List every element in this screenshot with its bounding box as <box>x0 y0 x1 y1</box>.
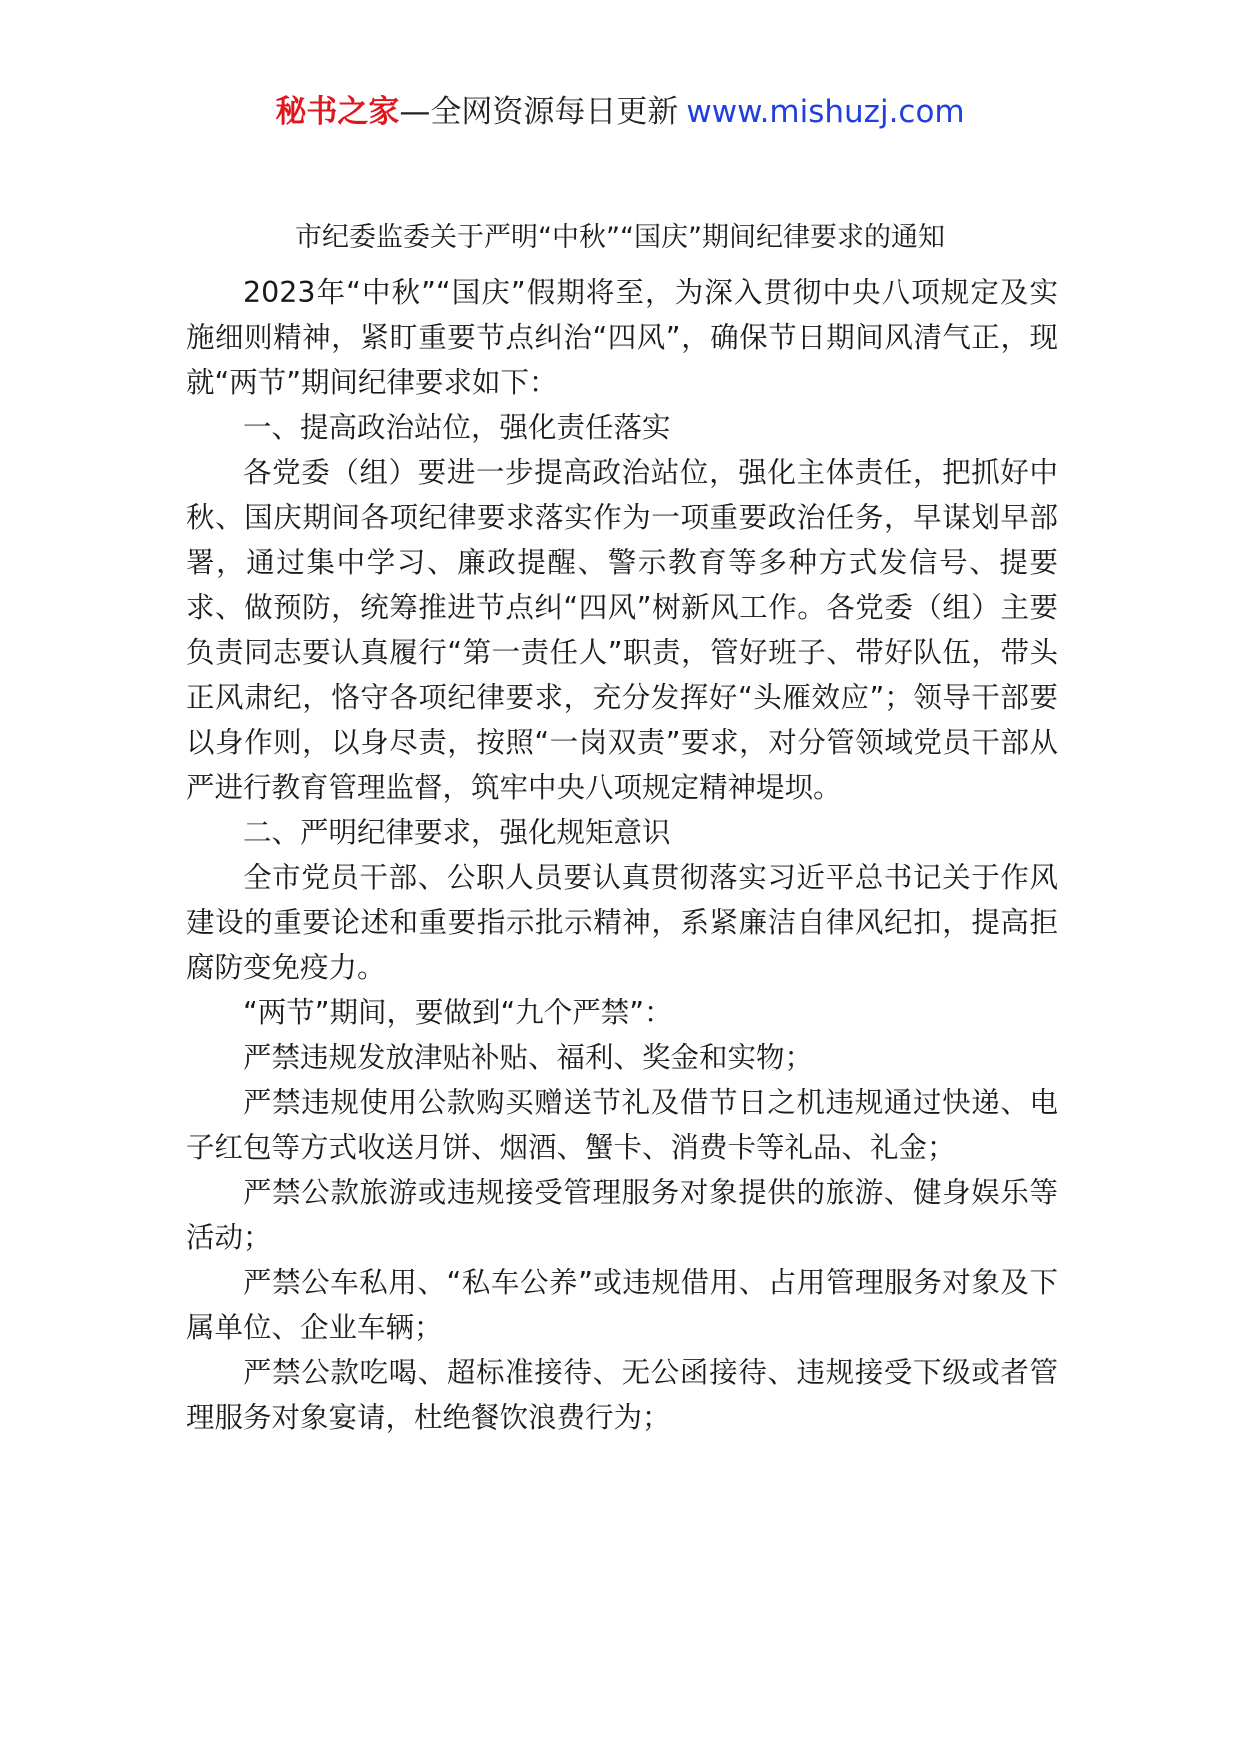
site-banner <box>0 92 1240 132</box>
site-url-link[interactable]: www.mishuzj.com <box>686 94 965 130</box>
section-heading-1: 一、提高政治站位，强化责任落实 <box>243 411 671 444</box>
prohibition-item: 严禁公款旅游或违规接受管理服务对象提供的旅游、健身娱乐等活动； <box>186 1176 1058 1254</box>
site-slogan: —全网资源每日更新 <box>399 94 679 130</box>
prohibition-item: 严禁违规使用公款购买赠送节礼及借节日之机违规通过快递、电子红包等方式收送月饼、烟酒、蟹卡、消费卡等礼品、礼金； <box>186 1086 1058 1164</box>
paragraph-nine-prohibitions-intro: “两节”期间，要做到“九个严禁”： <box>243 996 673 1029</box>
paragraph-intro: 2023年“中秋”“国庆”假期将至，为深入贯彻中央八项规定及实施细则精神，紧盯重要节点纠治“四风”，确保节日期间风清气正，现就“两节”期间纪律要求如下： <box>186 276 1058 399</box>
prohibition-item: 严禁公车私用、“私车公养”或违规借用、占用管理服务对象及下属单位、企业车辆； <box>186 1266 1058 1344</box>
prohibition-item: 严禁违规发放津贴补贴、福利、奖金和实物； <box>243 1041 814 1074</box>
section-heading-2: 二、严明纪律要求，强化规矩意识 <box>243 816 671 849</box>
site-brand-name: 秘书之家 <box>275 94 400 130</box>
document-body <box>186 270 1058 1440</box>
paragraph-section-1: 各党委（组）要进一步提高政治站位，强化主体责任，把抓好中秋、国庆期间各项纪律要求落实作为一项重要政治任务，早谋划早部署，通过集中学习、廉政提醒、警示教育等多种方式发信号、提要求、做预防，统筹推进节点纠“四风”树新风工作。各党委（组）主要负责同志要认真履行“第一责任人”职责，管好班子、带好队伍，带头正风肃纪，恪守各项纪律要求，充分发挥好“头雁效应”；领导干部要以身作则，以身尽责，按照“一岗双责”要求，对分管领域党员干部从严进行教育管理监督，筑牢中央八项规定精神堤坝。 <box>186 456 1058 804</box>
prohibition-item: 严禁公款吃喝、超标准接待、无公函接待、违规接受下级或者管理服务对象宴请，杜绝餐饮浪费行为； <box>186 1356 1058 1434</box>
paragraph-section-2: 全市党员干部、公职人员要认真贯彻落实习近平总书记关于作风建设的重要论述和重要指示批示精神，系紧廉洁自律风纪扣，提高拒腐防变免疫力。 <box>186 861 1058 984</box>
document-title: 市纪委监委关于严明“中秋”“国庆”期间纪律要求的通知 <box>295 222 945 253</box>
